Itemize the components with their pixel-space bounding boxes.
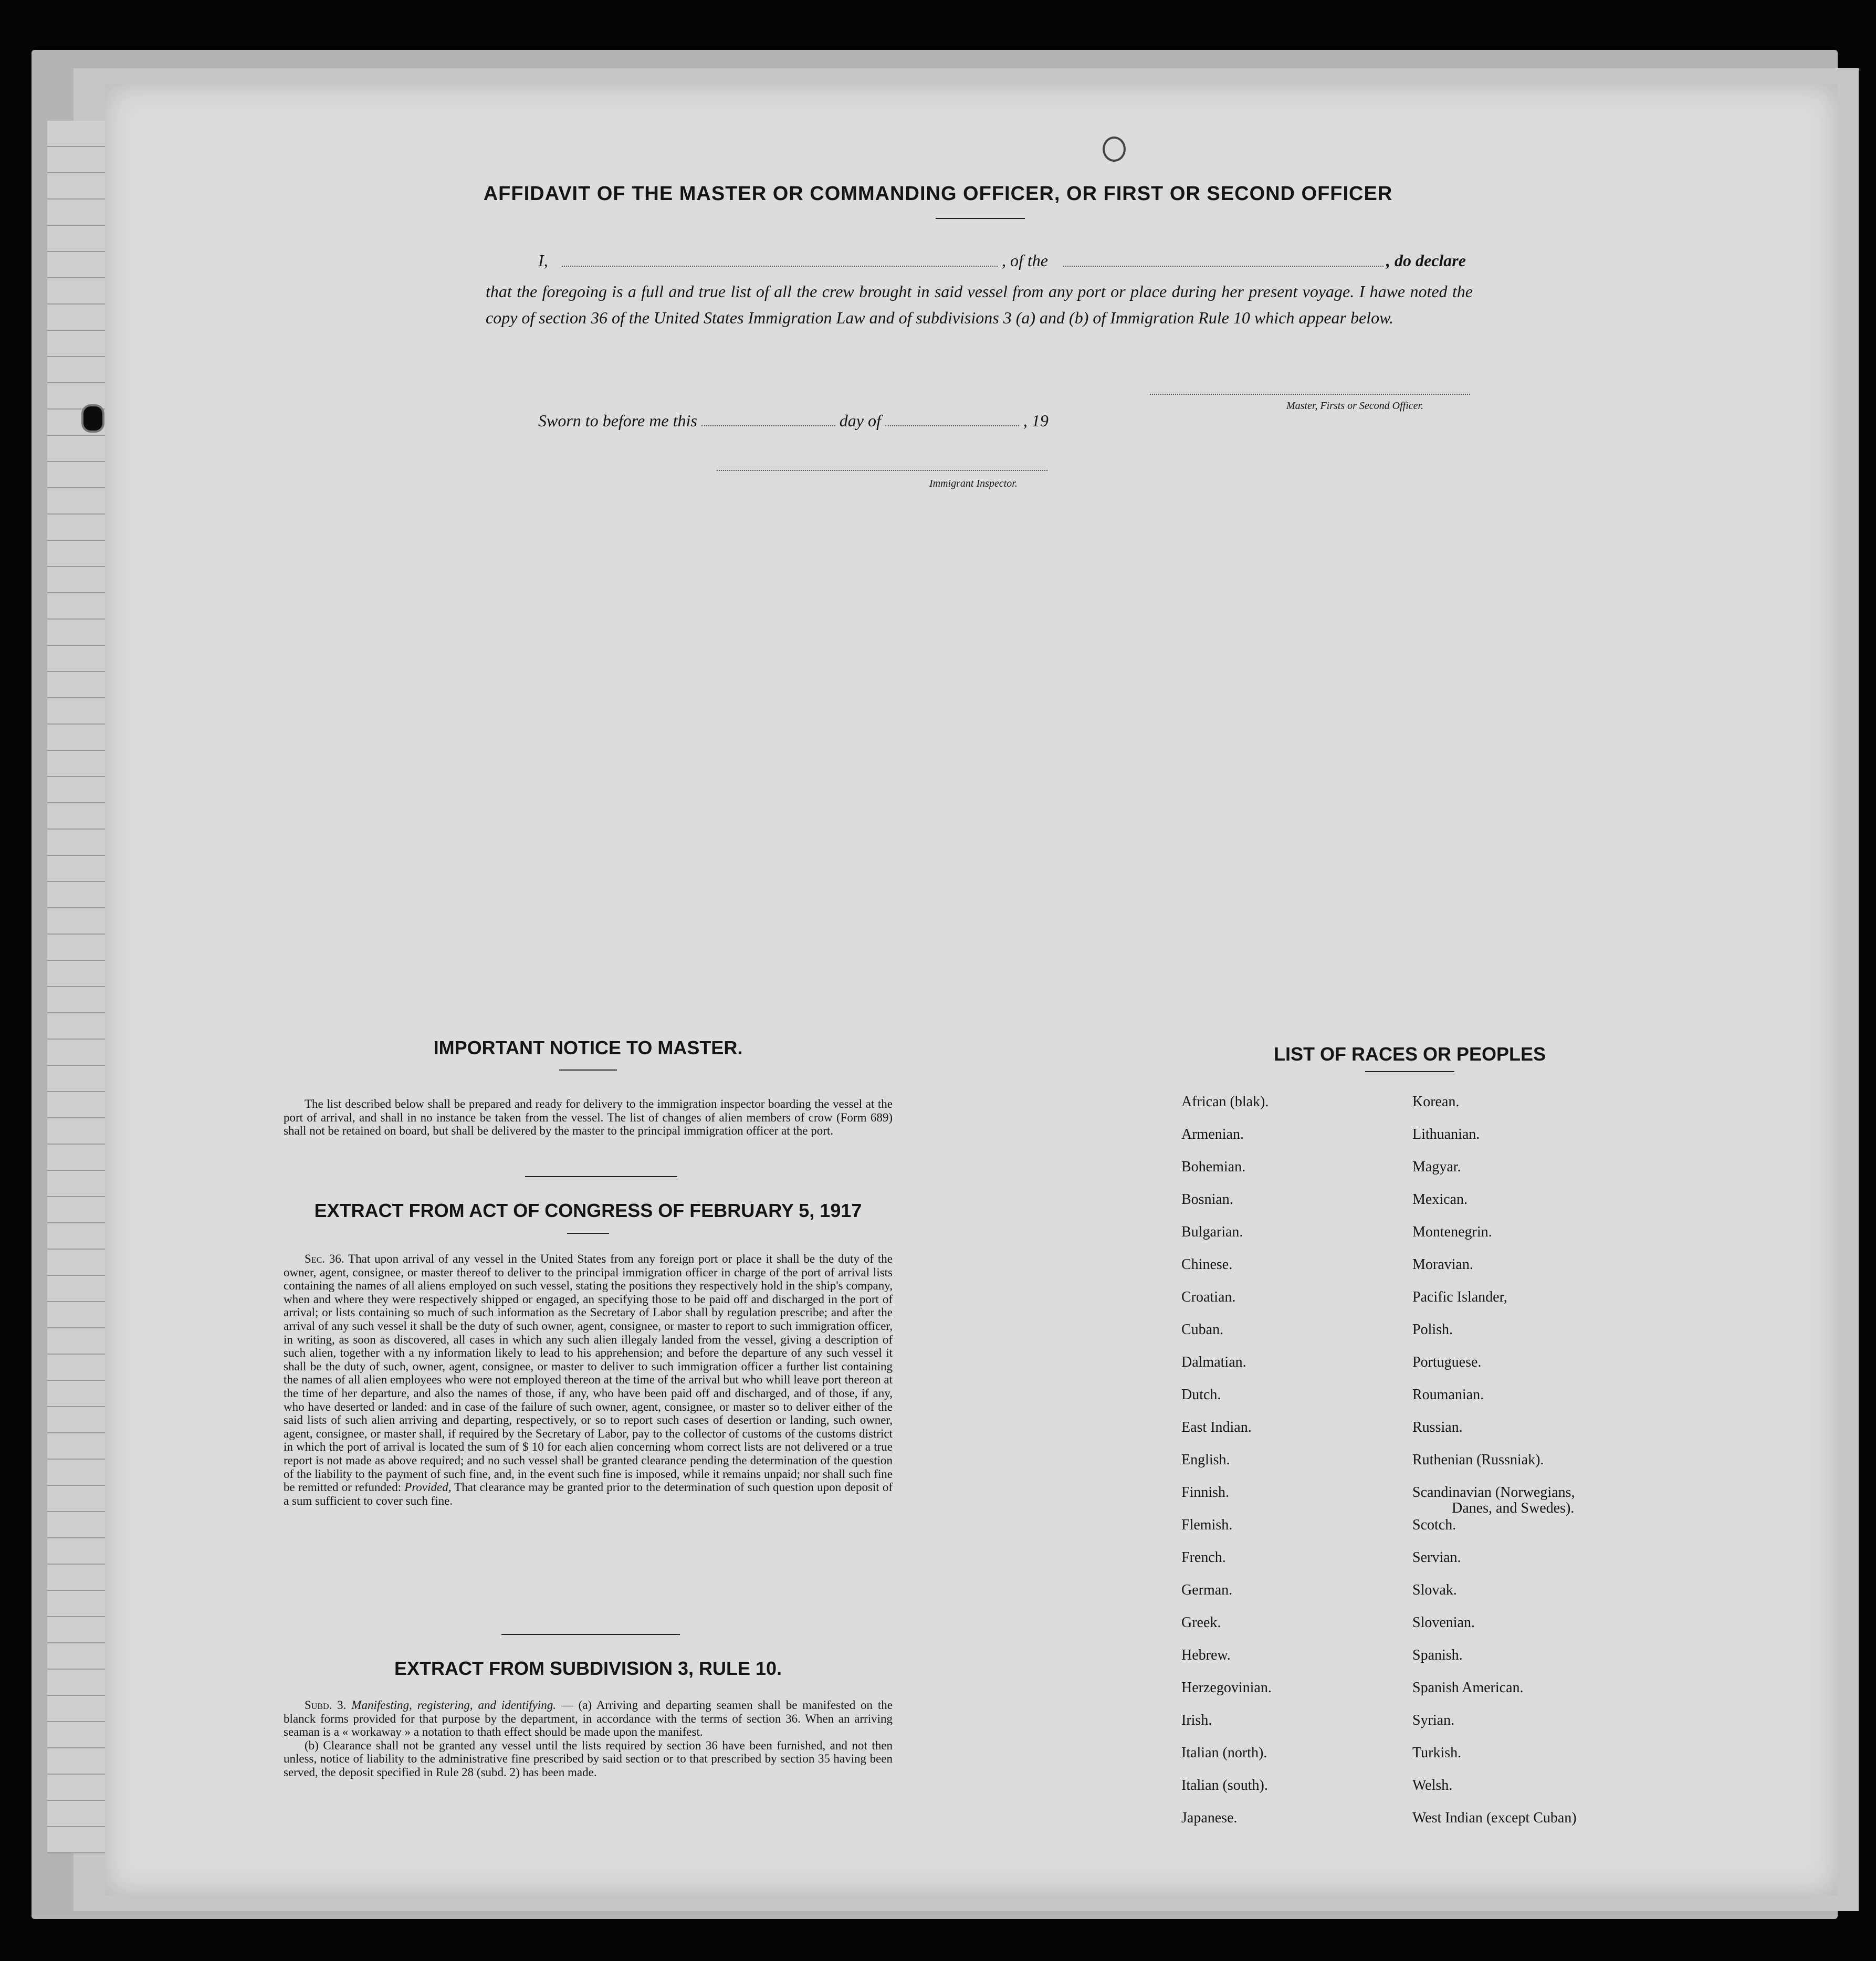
of-the-label: , of the [1002, 251, 1048, 270]
signature-label: Master, Firsts or Second Officer. [1286, 400, 1424, 412]
race-item: Lithuanian. [1412, 1126, 1480, 1142]
race-item: Slovenian. [1412, 1614, 1475, 1631]
race-item: Turkish. [1412, 1745, 1462, 1761]
race-item: Pacific Islander, [1412, 1289, 1507, 1305]
race-item: Japanese. [1181, 1810, 1238, 1826]
race-item: Italian (south). [1181, 1777, 1268, 1794]
sworn-year: , 19 [1023, 411, 1049, 430]
race-item: Ruthenian (Russniak). [1412, 1452, 1544, 1468]
notice-text [284, 1097, 893, 1138]
race-item: Flemish. [1181, 1517, 1233, 1533]
title-rule [936, 218, 1025, 219]
affidavit-body: that the foregoing is a full and true list of all the crew brought in said vessel from any port or place during her present voyage. I hawe noted the copy of section 36 of the United States Immigration Law and of subdivisions 3 (a) and (b) of Immigration Rule 10 which appear below. [486, 282, 1473, 327]
sworn-prefix: Sworn to before me this [538, 411, 697, 430]
sworn-day-of: day of [839, 411, 881, 430]
race-item: Welsh. [1412, 1777, 1453, 1794]
race-item: Spanish. [1412, 1647, 1463, 1663]
notice-title: IMPORTANT NOTICE TO MASTER. [433, 1037, 743, 1058]
race-item: French. [1181, 1549, 1226, 1566]
race-item: Dutch. [1181, 1387, 1221, 1403]
race-item: Russian. [1412, 1419, 1463, 1435]
race-item: African (blak). [1181, 1094, 1269, 1110]
notice-paragraph: The list described below shall be prepared and ready for delivery to the immigration inspector boarding the vessel at the port of arrival, and shall in no instance be taken from the vessel. The list of changes of alien members of crow (Form 689) shall not be retained on board, but shall be delivered by the master to the principal immigration officer at the port. [284, 1097, 893, 1138]
sec-label: Sec. 36. [305, 1252, 344, 1265]
race-item: West Indian (except Cuban) [1412, 1810, 1577, 1826]
ledger-strip [47, 121, 105, 1853]
race-item: Croatian. [1181, 1289, 1236, 1305]
race-item: Montenegrin. [1412, 1224, 1492, 1240]
proviso-word: Provided, [404, 1481, 452, 1494]
circle-mark-icon [1103, 137, 1126, 162]
signature-blank [1150, 394, 1470, 395]
race-item: Cuban. [1181, 1322, 1224, 1338]
affidavit-title: AFFIDAVIT OF THE MASTER OR COMMANDING OFFICER, OR FIRST OR SECOND OFFICER [483, 183, 1393, 205]
race-item: Spanish American. [1412, 1680, 1524, 1696]
declare-label: , do declare [1386, 251, 1466, 270]
act-paragraph [284, 1252, 893, 1507]
inspector-blank [717, 470, 1047, 471]
races-title: LIST OF RACES OR PEOPLES [1273, 1043, 1546, 1065]
race-item: Portuguese. [1412, 1354, 1482, 1370]
race-item: Bohemian. [1181, 1159, 1246, 1175]
i-label: I, [538, 251, 548, 270]
race-item: Finnish. [1181, 1484, 1230, 1501]
section-divider [525, 1176, 677, 1177]
punch-hole-icon [81, 404, 104, 433]
act-title: EXTRACT FROM ACT OF CONGRESS OF FEBRUARY 5, 1917 [314, 1200, 862, 1221]
race-item: Armenian. [1181, 1126, 1244, 1142]
act-body: That upon arrival of any vessel in the United States from any foreign port or place it shall be the duty of the owner, agent, consignee, or master thereof to deliver to the principal immigration officer in charge of the port of arrival lists containing the names of all aliens employed on such vessel, stating the positions they respectively hold in the ship's company, when and where they were respectively shipped or engaged, an specifying those to be paid off and discharged in the port of arrival; or lists containing so much of such information as the Secretary of Labor shall by regulation prescribe; and after the arrival of any such vessel it shall be the duty of such owner, agent, consignee, or master to report to such immigration officer, in writing, as soon as discovered, all cases in which any such alien illegaly landed from the vessel, giving a description of such alien, together with a ny information likely to lead to his apprehension; and before the departure of any such vessel it shall be the duty of such, owner, agent, consignee, or master to deliver to such immigration officer a further list containing the names of all alien employees who were not employed thereon at the time of the arrival but who whill leave port thereon at the time of her departure, and also the names of those, if any, who have been paid off and discharged, and of those, if any, who have deserted or landed: and in case of the failure of such owner, agent, consignee, or master so to deliver either of the said lists of such alien arriving and departing, respectively, or so to report such cases of desertion or landing, such owner, agent, consignee, or master shall, if required by the Secretary of Labor, pay to the collector of customs of the customs district in which the port of arrival is located the sum of $ 10 for each alien concerning whom correct lists are not delivered or a true report is not made as above required; and no such vessel shall be granted clearance pending the determination of the question of the liability to the payment of such fine, and, in the event such fine is imposed, while it remains unpaid; nor shall such fine be remitted or refunded: [284, 1252, 893, 1494]
sworn-line [538, 411, 1049, 431]
section-divider [501, 1634, 680, 1635]
race-item: Korean. [1412, 1094, 1460, 1110]
rule-paragraph-b: (b) Clearance shall not be granted any vessel until the lists required by section 36 have been furnished, and not then unless, notice of liability to the administrative fine prescribed by said section or to that prescribed by section 35 having been served, the deposit specified in Rule 28 (subd. 2) has been made. [284, 1738, 893, 1779]
races-rule [1365, 1071, 1454, 1072]
race-item: East Indian. [1181, 1419, 1252, 1435]
race-item: Scotch. [1412, 1517, 1456, 1533]
race-item: Polish. [1412, 1322, 1453, 1338]
race-item: Magyar. [1412, 1159, 1461, 1175]
race-item: English. [1181, 1452, 1230, 1468]
rule-text [284, 1698, 893, 1779]
race-item: Bulgarian. [1181, 1224, 1243, 1240]
race-item: Greek. [1181, 1614, 1221, 1631]
race-item: Mexican. [1412, 1191, 1468, 1208]
race-item: Servian. [1412, 1549, 1461, 1566]
act-text [284, 1252, 893, 1507]
inspector-label: Immigrant Inspector. [929, 478, 1018, 489]
race-item: Slovak. [1412, 1582, 1457, 1598]
proviso-text: That clearance may be granted prior to the determination of such question upon deposit of a sum sufficient to cover such fine. [284, 1481, 893, 1507]
rule-title: EXTRACT FROM SUBDIVISION 3, RULE 10. [394, 1658, 782, 1679]
race-item: Chinese. [1181, 1256, 1233, 1273]
race-item: Scandinavian (Norwegians, [1412, 1484, 1575, 1501]
sworn-month-blank [885, 425, 1019, 426]
race-item: Syrian. [1412, 1712, 1455, 1728]
subd-heading: Manifesting, registering, and identifying. [351, 1698, 556, 1712]
affidavit-line-i [538, 251, 548, 270]
notice-rule [559, 1069, 617, 1071]
name-blank [562, 266, 998, 267]
race-item: Roumanian. [1412, 1387, 1484, 1403]
race-item: Bosnian. [1181, 1191, 1233, 1208]
race-item: Irish. [1181, 1712, 1212, 1728]
race-item: Danes, and Swedes). [1452, 1500, 1575, 1516]
race-item: Moravian. [1412, 1256, 1473, 1273]
rule-a-text: — (a) Arriving and departing seamen shall be manifested on the blanck forms provided for that purpose by the department, in accordance with the terms of section 36. When an arriving seaman is a « workaway » a notation to thath effect should be made upon the manifest. [284, 1698, 893, 1739]
races-right-column [1412, 1095, 1577, 1843]
race-item: Dalmatian. [1181, 1354, 1246, 1370]
race-item: Herzegovinian. [1181, 1680, 1272, 1696]
race-item: Hebrew. [1181, 1647, 1231, 1663]
rule-paragraph-a [284, 1698, 893, 1739]
race-item: German. [1181, 1582, 1233, 1598]
vessel-blank [1063, 266, 1384, 267]
document-page [105, 84, 1838, 1895]
sworn-day-blank [701, 425, 835, 426]
act-rule [567, 1233, 609, 1234]
race-item: Italian (north). [1181, 1745, 1267, 1761]
subd-label: Subd. 3. [305, 1698, 347, 1712]
races-left-column [1181, 1095, 1272, 1843]
